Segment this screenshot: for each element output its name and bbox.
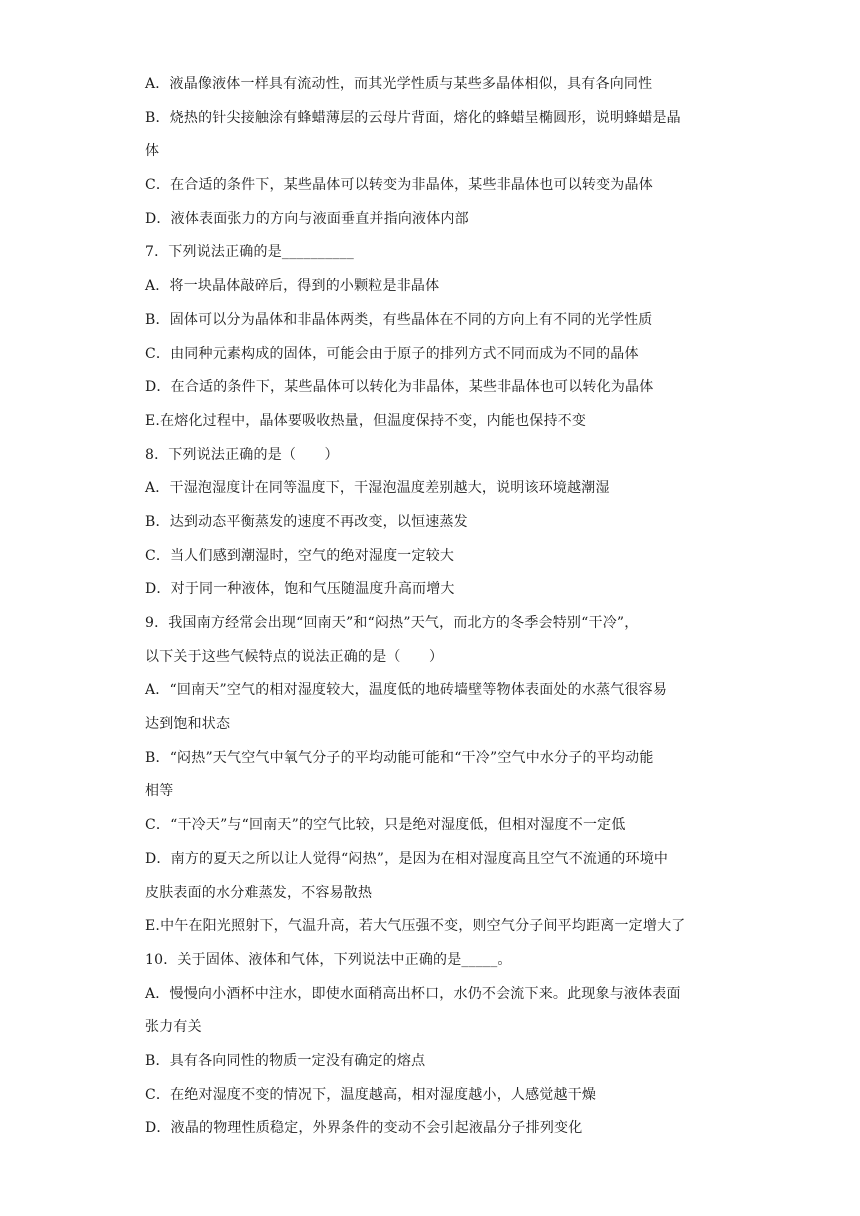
text-line: A．将一块晶体敲碎后，得到的小颗粒是非晶体 bbox=[145, 278, 440, 295]
text-line: D．南方的夏天之所以让人觉得“闷热”，是因为在相对湿度高且空气不流通的环境中 bbox=[145, 850, 669, 867]
text-line: 体 bbox=[145, 143, 160, 160]
question-10-stem: 10．关于固体、液体和气体，下列说法中正确的是_____。 bbox=[145, 951, 512, 968]
text-line: 以下关于这些气候特点的说法正确的是（ ） bbox=[145, 648, 444, 665]
text-line: C．在绝对湿度不变的情况下，温度越高，相对湿度越小，人感觉越干燥 bbox=[145, 1086, 597, 1103]
text-line: 达到饱和状态 bbox=[145, 716, 231, 733]
text-line: C．“干冷天”与“回南天”的空气比较，只是绝对湿度低，但相对湿度不一定低 bbox=[145, 817, 626, 834]
text-line: D．液晶的物理性质稳定，外界条件的变动不会引起液晶分子排列变化 bbox=[145, 1120, 583, 1137]
text-line: B．烧热的针尖接触涂有蜂蜡薄层的云母片背面，熔化的蜂蜡呈椭圆形，说明蜂蜡是晶 bbox=[145, 109, 681, 126]
text-line: C．在合适的条件下，某些晶体可以转变为非晶体，某些非晶体也可以转变为晶体 bbox=[145, 177, 653, 194]
text-line: B．具有各向同性的物质一定没有确定的熔点 bbox=[145, 1052, 426, 1069]
text-line: A．慢慢向小酒杯中注水，即使水面稍高出杯口，水仍不会流下来。此现象与液体表面 bbox=[145, 985, 681, 1002]
question-8-stem: 8．下列说法正确的是（ ） bbox=[145, 446, 339, 463]
text-line: B．“闷热”天气空气中氧气分子的平均动能可能和“干冷”空气中水分子的平均动能 bbox=[145, 749, 654, 766]
text-line: E.中午在阳光照射下，气温升高，若大气压强不变，则空气分子间平均距离一定增大了 bbox=[145, 918, 686, 935]
text-line: A．“回南天”空气的相对湿度较大，温度低的地砖墙壁等物体表面处的水蒸气很容易 bbox=[145, 682, 668, 699]
text-line: C．由同种元素构成的固体，可能会由于原子的排列方式不同而成为不同的晶体 bbox=[145, 345, 639, 362]
text-line: E.在熔化过程中，晶体要吸收热量，但温度保持不变，内能也保持不变 bbox=[145, 412, 587, 429]
text-line: A．液晶像液体一样具有流动性，而其光学性质与某些多晶体相似，具有各向同性 bbox=[145, 76, 653, 92]
text-line: 皮肤表面的水分难蒸发，不容易散热 bbox=[145, 884, 373, 901]
text-line: B．达到动态平衡蒸发的速度不再改变，以恒速蒸发 bbox=[145, 513, 468, 530]
text-line: B．固体可以分为晶体和非晶体两类，有些晶体在不同的方向上有不同的光学性质 bbox=[145, 311, 653, 328]
text-line: C．当人们感到潮湿时，空气的绝对湿度一定较大 bbox=[145, 547, 455, 564]
question-9-stem: 9．我国南方经常会出现“回南天”和“闷热”天气，而北方的冬季会特别“干冷”， bbox=[145, 615, 639, 631]
text-line: 张力有关 bbox=[145, 1019, 202, 1036]
text-line: A．干湿泡湿度计在同等温度下，干湿泡温度差别越大，说明该环境越潮湿 bbox=[145, 480, 610, 497]
text-line: 相等 bbox=[145, 783, 174, 800]
text-line: D．在合适的条件下，某些晶体可以转化为非晶体，某些非晶体也可以转化为晶体 bbox=[145, 379, 654, 396]
question-7-stem: 7．下列说法正确的是__________ bbox=[145, 244, 354, 261]
text-line: D．对于同一种液体，饱和气压随温度升高而增大 bbox=[145, 581, 455, 598]
text-line: D．液体表面张力的方向与液面垂直并指向液体内部 bbox=[145, 210, 469, 227]
document-page bbox=[145, 68, 725, 1146]
